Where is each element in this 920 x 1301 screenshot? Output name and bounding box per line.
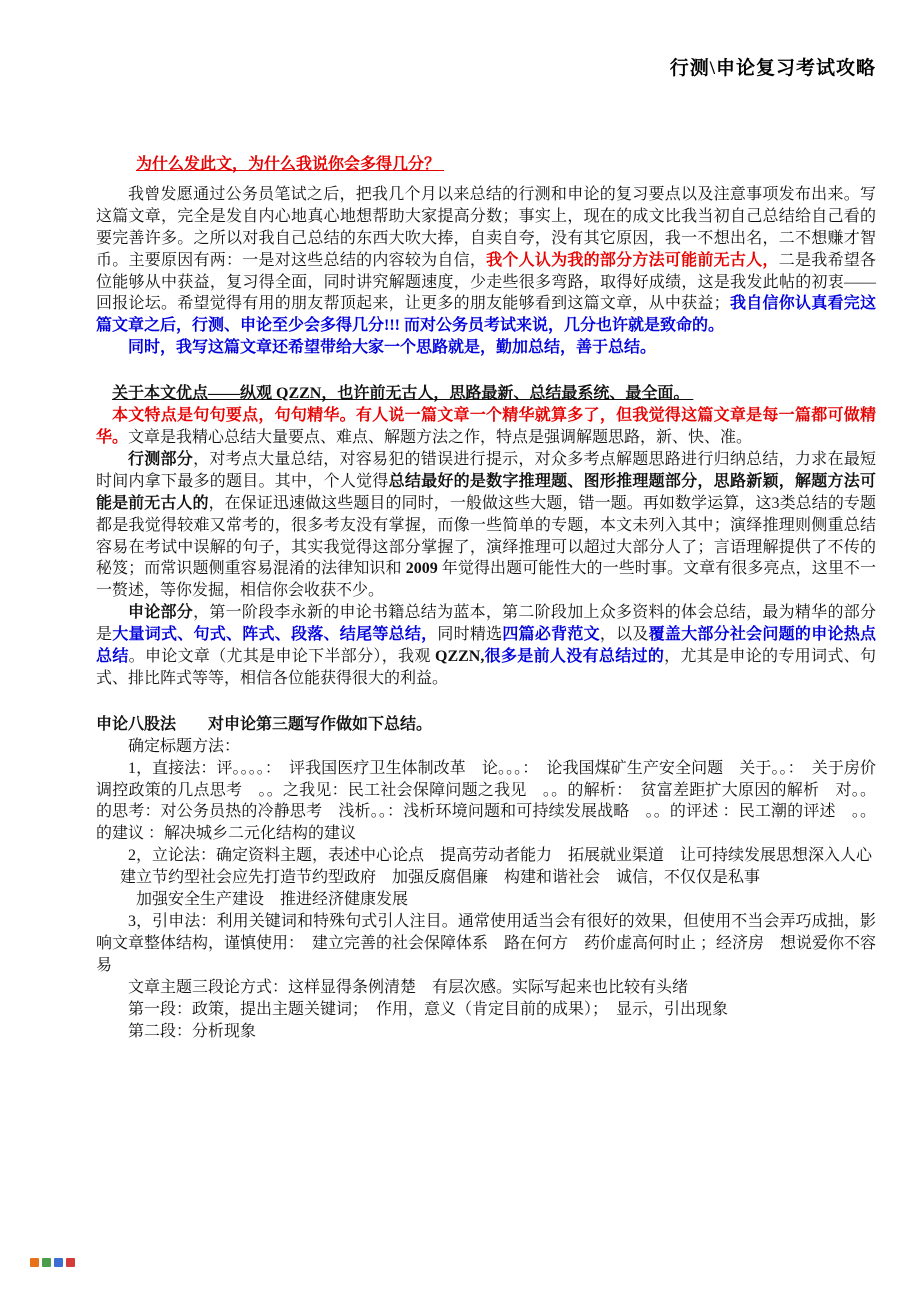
text-segment: 关于本文优点——纵观 QZZN，也许前无古人，思路最新、总结最系统、最全面。 xyxy=(112,385,694,403)
text-segment: 申论八股法 对申论第三题写作做如下总结。 xyxy=(96,715,433,733)
text-segment: 2009 xyxy=(405,560,438,578)
thesis-line xyxy=(96,337,876,359)
para-first-section xyxy=(96,999,876,1021)
text-segment: 第二段：分析现象 xyxy=(128,1022,257,1040)
text-segment: 同时，我写这篇文章还希望带给大家一个思路就是，勤加总结，善于总结。 xyxy=(128,339,657,357)
merits-paragraph xyxy=(96,405,876,449)
logo-square xyxy=(66,1258,75,1267)
section-heading-merits xyxy=(96,383,876,405)
text-segment: 四篇必背范文 xyxy=(502,626,600,644)
text-segment: 年觉得出题可能性大的一些时事。文章有很多亮点，这里不一一赘述，等你发掘，相信你会收获不少。 xyxy=(96,560,876,600)
blank-line xyxy=(96,82,876,154)
text-segment: 确定标题方法： xyxy=(128,737,241,755)
document-body xyxy=(96,82,876,1042)
text-segment: 为什么发此文，为什么我说你会多得几分？ xyxy=(136,156,445,173)
bagufa-heading xyxy=(96,714,876,736)
method-lilun xyxy=(96,845,876,867)
para-second-section xyxy=(96,1021,876,1043)
lilun-example-1 xyxy=(96,867,876,889)
logo-square xyxy=(30,1258,39,1267)
text-segment: 文章主题三段论方式：这样显得条例清楚 有层次感。实际写起来也比较有头绪 xyxy=(128,978,689,996)
text-segment: ，在保证迅速做这些题目的同时，一般做这些大题，错一题。再如数学运算，这3类总结的专题都是我觉得较难又常考的，很多考友没有掌握，而像一些简单的专题，本文未列入其中；演绎推理则侧重总结容易在考试中误解的句子，其实我觉得这部分掌握了，演绎推理可以超过大部分人了；言语理解提供了不传的秘笈；而常识题侧重容易混淆的法律知识和 xyxy=(96,494,876,578)
shenlun-paragraph xyxy=(96,602,876,690)
section-heading-why xyxy=(96,154,876,176)
text-segment: ，以及 xyxy=(599,626,649,644)
text-segment: ，第一阶段李永新的申论书籍总结为蓝本，第二阶段加上众多资料的体会总结，最为精华的部分是 xyxy=(96,604,876,644)
text-segment: 行测部分 xyxy=(128,450,194,468)
intro-paragraph xyxy=(96,184,876,337)
lilun-example-2 xyxy=(96,889,876,911)
text-segment: 大量词式、句式、阵式、段落、结尾等总结， xyxy=(112,626,438,644)
text-segment: 2，立论法：确定资料主题，表述中心论点 提高劳动者能力 拓展就业渠道 让可持续发展思想深入人心 xyxy=(128,847,873,865)
text-segment: 本文特点是句句要点，句句精华。有人说一篇文章一个精华就算多了，但我觉得这篇文章是每一篇都可做精华。 xyxy=(96,407,876,446)
title-method-label xyxy=(96,736,876,758)
text-segment: ，对考点大量总结，对容易犯的错误进行提示，对众多考点解题思路进行归纳总结，力求在最短时间内拿下最多的题目。其中，个人觉得 xyxy=(96,450,876,490)
xingce-paragraph xyxy=(96,449,876,602)
text-segment: ，尤其是申论的专用词式、句式、排比阵式等等，相信各位能获得很大的利益。 xyxy=(96,648,876,687)
text-segment: 我个人认为我的部分方法可能前无古人， xyxy=(486,251,779,269)
text-segment: 建立节约型社会应先打造节约型政府 加强反腐倡廉 构建和谐社会 诚信，不仅仅是私事 xyxy=(120,869,761,887)
text-segment: 总结最好的是数字推理题、图形推理题部分，思路新颖，解题方法可能是前无古人的 xyxy=(96,472,876,512)
text-segment: 加强安全生产建设 推进经济健康发展 xyxy=(136,891,409,909)
text-segment: QZZN, xyxy=(435,648,485,666)
blank-line xyxy=(96,359,876,383)
blank-line xyxy=(96,690,876,714)
method-direct xyxy=(96,758,876,846)
method-yinshen xyxy=(96,911,876,977)
page-title: 行测\申论复习考试攻略 xyxy=(669,58,876,79)
text-segment: 很多是前人没有总结过的 xyxy=(484,648,665,666)
text-segment: 我曾发愿通过公务员笔试之后，把我几个月以来总结的行测和申论的复习要点以及注意事项发布出来。写这篇文章，完全是发自内心地真心地想帮助大家提高分数；事实上，现在的成文比我当初自己总结给自己看的要完善许多。之所以对我自己总结的东西大吹大捧，自卖自夸，没有其它原因，我一不想出名，二不想赚才智币。主要原因有两：一是对这些总结的内容较为自信， xyxy=(96,185,876,269)
text-segment: 同时精选 xyxy=(437,626,503,644)
text-segment: 覆盖大部分社会问题的申论热点总结 xyxy=(96,626,876,666)
text-segment: 3，引申法：利用关键词和特殊句式引人注目。通常使用适当会有很好的效果，但使用不当会弄巧成拙，影响文章整体结构，谨慎使用： 建立完善的社会保障体系 路在何方 药价虚高何时止 ；经济房 想说爱你不容易 xyxy=(96,913,877,974)
text-segment: 二是我希望各位能够从中获益，复习得全面，同时讲究解题速度，少走些很多弯路，取得好成绩，这是我发此帖的初衷——回报论坛。希望觉得有用的朋友帮顶起来，让更多的朋友能够看到这篇文章，从中获益； xyxy=(96,251,876,313)
logo-square xyxy=(42,1258,51,1267)
text-segment: 。申论文章（尤其是申论下半部分），我观 xyxy=(128,648,435,666)
structure-line xyxy=(96,977,876,999)
blank-line xyxy=(96,176,876,184)
text-segment: 申论部分 xyxy=(128,604,194,622)
logo-square xyxy=(54,1258,63,1267)
text-segment: 第一段：政策，提出主题关键词； 作用，意义（肯定目前的成果）； 显示，引出现象 xyxy=(128,1000,729,1018)
text-segment: 我自信你认真看完这篇文章之后，行测、申论至少会多得几分!!! 而对公务员考试来说，几分也许就是致命的。 xyxy=(96,295,876,335)
text-segment: 文章是我精心总结大量要点、难点、解题方法之作，特点是强调解题思路，新、快、准。 xyxy=(128,428,753,446)
text-segment: 1，直接法：评。。。。： 评我国医疗卫生体制改革 论。。。： 论我国煤矿生产安全问题 关于。。： 关于房价调控政策的几点思考 。。之我见：民工社会保障问题之我见 。。的解析： 贫富差距扩大原因的解析 对。。的思考：对公务员热的冷静思考 浅析。。：浅析环境问题和可持续发展战略 。。的评述 ：民工潮的评述 。。的建议 ：解决城乡二元化结构的建议 xyxy=(96,759,876,843)
site-logo-mark xyxy=(30,1258,75,1267)
